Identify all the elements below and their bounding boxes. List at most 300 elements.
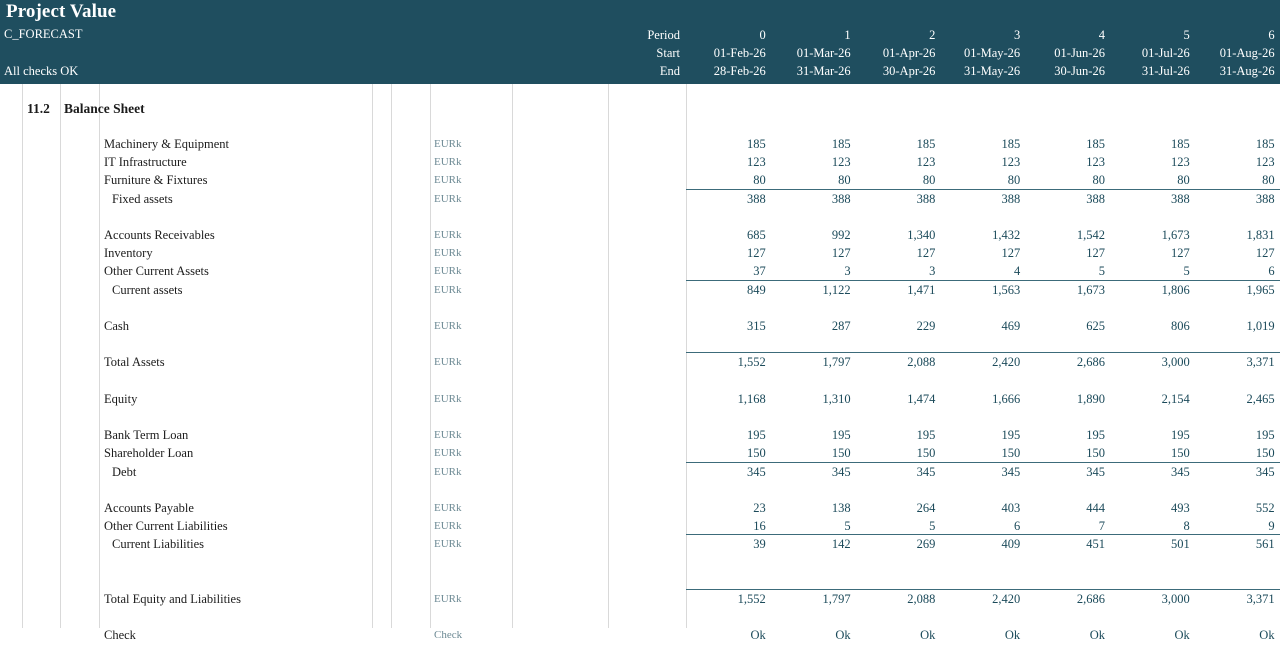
value-cell[interactable]: 123 xyxy=(916,155,936,170)
value-cell[interactable]: 80 xyxy=(940,171,1025,189)
value-cell[interactable]: 127 xyxy=(831,246,851,261)
value-cell[interactable]: 185 xyxy=(1255,137,1275,151)
value-cell[interactable] xyxy=(940,572,1025,590)
table-row xyxy=(0,335,1280,353)
value-cell[interactable]: 493 xyxy=(1171,501,1190,515)
value-cell[interactable] xyxy=(940,608,1025,626)
value-cell[interactable]: 345 xyxy=(1001,464,1021,479)
value-cell[interactable]: 345 xyxy=(1086,464,1105,479)
row-label: Equity xyxy=(104,391,138,406)
value-cell[interactable]: 388 xyxy=(1171,191,1190,206)
value-cell[interactable] xyxy=(1110,608,1195,626)
period-start: 01-May-26 xyxy=(963,46,1021,60)
value-cell[interactable]: 16 xyxy=(686,517,771,535)
period-end: 31-Jul-26 xyxy=(1141,64,1190,78)
value-cell[interactable]: 195 xyxy=(1255,428,1275,443)
period-start: 01-Apr-26 xyxy=(882,46,936,60)
value-cell[interactable]: 1,806 xyxy=(1161,282,1190,297)
value-cell[interactable]: 150 xyxy=(1025,444,1110,462)
row-values xyxy=(686,335,1280,353)
value-cell[interactable]: 5 xyxy=(771,517,856,535)
row-values xyxy=(686,572,1280,590)
value-cell[interactable]: 469 xyxy=(1001,319,1021,333)
value-cell[interactable]: 388 xyxy=(916,191,936,206)
value-cell[interactable] xyxy=(1195,208,1280,226)
row-unit: EURk xyxy=(434,465,462,478)
value-cell[interactable]: 80 xyxy=(1025,171,1110,189)
value-cell[interactable] xyxy=(1025,335,1110,353)
value-cell[interactable]: 287 xyxy=(831,319,851,333)
value-cell[interactable]: 1,340 xyxy=(907,228,936,242)
row-values xyxy=(686,353,1280,371)
row-unit: EURk xyxy=(434,356,462,369)
value-cell[interactable] xyxy=(1195,608,1280,626)
value-cell[interactable]: 1,471 xyxy=(907,282,936,297)
row-values xyxy=(686,426,1280,444)
value-cell[interactable]: 195 xyxy=(831,428,851,443)
value-cell[interactable]: 2,088 xyxy=(907,592,936,606)
value-cell[interactable]: 1,831 xyxy=(1246,228,1275,242)
page-title: Project Value xyxy=(6,1,117,22)
value-cell[interactable] xyxy=(1025,608,1110,626)
value-cell[interactable] xyxy=(771,554,856,572)
period-column-header xyxy=(686,26,771,80)
table-row xyxy=(0,499,1280,517)
period-end: 30-Apr-26 xyxy=(882,64,936,78)
value-cell[interactable]: Ok xyxy=(1089,628,1105,643)
value-cell[interactable] xyxy=(856,208,941,226)
value-cell[interactable]: 552 xyxy=(1255,501,1275,515)
value-cell[interactable] xyxy=(1195,481,1280,499)
value-cell[interactable] xyxy=(856,481,941,499)
value-cell[interactable] xyxy=(771,608,856,626)
row-label: Check xyxy=(104,628,136,643)
period-label: Period xyxy=(647,28,680,42)
value-cell[interactable]: 992 xyxy=(831,228,851,242)
value-cell[interactable] xyxy=(856,572,941,590)
value-cell[interactable]: 185 xyxy=(747,137,766,151)
value-cell[interactable] xyxy=(686,208,771,226)
table-row xyxy=(0,135,1280,153)
value-cell[interactable]: 3,371 xyxy=(1246,355,1275,370)
row-values xyxy=(686,481,1280,499)
table-row xyxy=(0,353,1280,371)
row-values xyxy=(686,317,1280,335)
value-cell[interactable]: 2,465 xyxy=(1246,391,1275,406)
row-unit: EURk xyxy=(434,192,462,205)
row-label: Total Equity and Liabilities xyxy=(104,592,241,607)
row-values xyxy=(686,244,1280,262)
value-cell[interactable]: 1,474 xyxy=(907,391,936,406)
table-row xyxy=(0,463,1280,481)
value-cell[interactable]: 806 xyxy=(1171,319,1190,333)
row-values xyxy=(686,299,1280,317)
value-cell[interactable]: 123 xyxy=(831,155,851,170)
value-cell[interactable]: Ok xyxy=(1259,628,1275,643)
value-cell[interactable] xyxy=(940,554,1025,572)
value-cell[interactable]: 123 xyxy=(747,155,766,170)
row-values xyxy=(686,535,1280,553)
value-cell[interactable]: 388 xyxy=(747,191,766,206)
value-cell[interactable] xyxy=(771,408,856,426)
value-cell[interactable]: 80 xyxy=(1195,171,1280,189)
value-cell[interactable]: 388 xyxy=(1001,191,1021,206)
value-cell[interactable]: 150 xyxy=(771,444,856,462)
period-columns xyxy=(686,26,1280,80)
end-label: End xyxy=(659,64,680,78)
table-row xyxy=(0,554,1280,572)
value-cell[interactable]: 1,673 xyxy=(1076,282,1105,297)
table-row xyxy=(0,190,1280,208)
value-cell[interactable]: 142 xyxy=(831,537,851,552)
table-row xyxy=(0,317,1280,335)
value-cell[interactable] xyxy=(771,299,856,317)
row-values xyxy=(686,463,1280,481)
period-column-header xyxy=(771,26,856,80)
value-cell[interactable] xyxy=(856,299,941,317)
value-cell[interactable]: 6 xyxy=(1195,262,1280,280)
value-cell[interactable] xyxy=(1110,299,1195,317)
row-values xyxy=(686,408,1280,426)
period-period: 5 xyxy=(1183,28,1190,42)
value-cell[interactable]: 2,686 xyxy=(1076,592,1105,606)
value-cell[interactable] xyxy=(1110,335,1195,353)
value-cell[interactable]: 123 xyxy=(1255,155,1275,170)
table-row xyxy=(0,590,1280,608)
value-cell[interactable] xyxy=(686,335,771,353)
row-values xyxy=(686,171,1280,189)
value-cell[interactable] xyxy=(1025,299,1110,317)
value-cell[interactable]: 6 xyxy=(940,517,1025,535)
table-row xyxy=(0,281,1280,299)
value-cell[interactable] xyxy=(940,299,1025,317)
row-values xyxy=(686,554,1280,572)
value-cell[interactable]: 195 xyxy=(1171,428,1190,443)
row-label: Cash xyxy=(104,319,129,334)
value-cell[interactable] xyxy=(940,372,1025,390)
value-cell[interactable] xyxy=(1110,481,1195,499)
table-row xyxy=(0,153,1280,171)
value-cell[interactable] xyxy=(686,608,771,626)
row-label: Accounts Payable xyxy=(104,501,194,516)
value-cell[interactable]: 1,563 xyxy=(992,282,1021,297)
value-cell[interactable]: 3,000 xyxy=(1161,592,1190,606)
value-cell[interactable]: 1,797 xyxy=(822,355,851,370)
value-cell[interactable]: 150 xyxy=(1110,444,1195,462)
row-values xyxy=(686,590,1280,608)
value-cell[interactable] xyxy=(771,572,856,590)
value-cell[interactable]: 2,686 xyxy=(1076,355,1105,370)
value-cell[interactable]: Ok xyxy=(750,628,766,643)
row-label: Accounts Receivables xyxy=(104,228,215,243)
row-label: Fixed assets xyxy=(112,191,173,206)
value-cell[interactable]: 345 xyxy=(1255,464,1275,479)
value-cell[interactable] xyxy=(771,208,856,226)
value-cell[interactable]: 1,168 xyxy=(737,391,766,406)
period-column-header xyxy=(1110,26,1195,80)
value-cell[interactable]: 195 xyxy=(916,428,936,443)
value-cell[interactable]: 150 xyxy=(1195,444,1280,462)
value-cell[interactable]: 2,088 xyxy=(907,355,936,370)
value-cell[interactable]: 195 xyxy=(1086,428,1105,443)
table-row xyxy=(0,408,1280,426)
table-row xyxy=(0,517,1280,535)
value-cell[interactable] xyxy=(1025,481,1110,499)
period-end: 31-Mar-26 xyxy=(796,64,851,78)
value-cell[interactable] xyxy=(1025,554,1110,572)
value-cell[interactable]: 123 xyxy=(1171,155,1190,170)
value-cell[interactable] xyxy=(1110,208,1195,226)
value-cell[interactable]: 9 xyxy=(1195,517,1280,535)
row-values xyxy=(686,444,1280,462)
value-cell[interactable] xyxy=(1025,572,1110,590)
value-cell[interactable]: 195 xyxy=(1001,428,1021,443)
value-cell[interactable]: 229 xyxy=(916,319,936,333)
row-unit: EURk xyxy=(434,265,462,278)
value-cell[interactable]: 1,965 xyxy=(1246,282,1275,297)
row-unit: EURk xyxy=(434,229,462,242)
value-cell[interactable]: 5 xyxy=(856,517,941,535)
value-cell[interactable]: 185 xyxy=(831,137,851,151)
value-cell[interactable] xyxy=(1195,372,1280,390)
value-cell[interactable]: 1,797 xyxy=(822,592,851,606)
period-period: 4 xyxy=(1098,28,1105,42)
value-cell[interactable]: 444 xyxy=(1086,501,1105,515)
row-unit: EURk xyxy=(434,593,462,606)
value-cell[interactable] xyxy=(940,335,1025,353)
value-cell[interactable]: 403 xyxy=(1001,501,1021,515)
value-cell[interactable]: 3,371 xyxy=(1246,592,1275,606)
value-cell[interactable]: 127 xyxy=(1001,246,1021,261)
period-end: 30-Jun-26 xyxy=(1054,64,1105,78)
value-cell[interactable]: 1,019 xyxy=(1246,319,1275,333)
value-cell[interactable] xyxy=(856,372,941,390)
value-cell[interactable]: 269 xyxy=(916,537,936,552)
value-cell[interactable]: 37 xyxy=(686,262,771,280)
period-row-labels xyxy=(560,26,680,80)
period-start: 01-Mar-26 xyxy=(796,46,851,60)
period-end: 31-Aug-26 xyxy=(1219,64,1275,78)
value-cell[interactable]: 1,432 xyxy=(992,228,1021,242)
row-values xyxy=(686,281,1280,299)
row-unit: EURk xyxy=(434,174,462,187)
table-row xyxy=(0,208,1280,226)
value-cell[interactable] xyxy=(686,299,771,317)
value-cell[interactable]: 23 xyxy=(753,501,766,515)
value-cell[interactable]: Ok xyxy=(835,628,851,643)
period-period: 6 xyxy=(1268,28,1275,42)
value-cell[interactable] xyxy=(1110,408,1195,426)
value-cell[interactable] xyxy=(940,208,1025,226)
value-cell[interactable]: 185 xyxy=(1001,137,1021,151)
period-column-header xyxy=(1195,26,1280,80)
value-cell[interactable]: 1,673 xyxy=(1161,228,1190,242)
value-cell[interactable]: 1,552 xyxy=(737,355,766,370)
value-cell[interactable]: 561 xyxy=(1255,537,1275,552)
value-cell[interactable]: 345 xyxy=(831,464,851,479)
period-start: 01-Feb-26 xyxy=(713,46,766,60)
value-cell[interactable]: 2,420 xyxy=(992,592,1021,606)
value-cell[interactable]: 1,542 xyxy=(1076,228,1105,242)
value-cell[interactable]: 451 xyxy=(1086,537,1105,552)
value-cell[interactable] xyxy=(771,481,856,499)
value-cell[interactable]: 849 xyxy=(747,282,766,297)
value-cell[interactable]: Ok xyxy=(1174,628,1190,643)
table-row xyxy=(0,299,1280,317)
value-cell[interactable]: 150 xyxy=(686,444,771,462)
value-cell[interactable] xyxy=(686,481,771,499)
value-cell[interactable]: 80 xyxy=(856,171,941,189)
value-cell[interactable]: 345 xyxy=(916,464,936,479)
value-cell[interactable] xyxy=(1025,408,1110,426)
row-values xyxy=(686,153,1280,171)
value-cell[interactable] xyxy=(856,608,941,626)
table-row xyxy=(0,262,1280,280)
value-cell[interactable]: 3,000 xyxy=(1161,355,1190,370)
period-period: 2 xyxy=(929,28,936,42)
period-column-header xyxy=(1025,26,1110,80)
value-cell[interactable]: 127 xyxy=(1255,246,1275,261)
model-code: C_FORECAST xyxy=(4,27,83,41)
value-cell[interactable]: 345 xyxy=(747,464,766,479)
value-cell[interactable]: 315 xyxy=(747,319,766,333)
row-unit: EURk xyxy=(434,392,462,405)
table-row xyxy=(0,372,1280,390)
value-cell[interactable]: 2,420 xyxy=(992,355,1021,370)
row-unit: EURk xyxy=(434,247,462,260)
value-cell[interactable]: 388 xyxy=(1086,191,1105,206)
value-cell[interactable]: Ok xyxy=(920,628,936,643)
row-unit: EURk xyxy=(434,429,462,442)
value-cell[interactable] xyxy=(856,335,941,353)
value-cell[interactable]: 80 xyxy=(771,171,856,189)
value-cell[interactable] xyxy=(1195,299,1280,317)
row-values xyxy=(686,499,1280,517)
value-cell[interactable] xyxy=(856,554,941,572)
value-cell[interactable]: 625 xyxy=(1086,319,1105,333)
value-cell[interactable]: 264 xyxy=(916,501,936,515)
value-cell[interactable]: 39 xyxy=(753,537,766,552)
value-cell[interactable]: 150 xyxy=(940,444,1025,462)
value-cell[interactable]: 185 xyxy=(916,137,936,151)
table-row xyxy=(0,426,1280,444)
value-cell[interactable] xyxy=(686,572,771,590)
value-cell[interactable]: 80 xyxy=(1110,171,1195,189)
value-cell[interactable] xyxy=(686,372,771,390)
period-end: 31-May-26 xyxy=(963,64,1021,78)
value-cell[interactable] xyxy=(1025,208,1110,226)
value-cell[interactable]: 80 xyxy=(686,171,771,189)
value-cell[interactable]: 123 xyxy=(1086,155,1105,170)
value-cell[interactable] xyxy=(1195,335,1280,353)
value-cell[interactable]: 409 xyxy=(1001,537,1021,552)
value-cell[interactable] xyxy=(686,554,771,572)
period-start: 01-Aug-26 xyxy=(1219,46,1275,60)
row-values xyxy=(686,390,1280,408)
value-cell[interactable] xyxy=(771,372,856,390)
value-cell[interactable]: 388 xyxy=(831,191,851,206)
value-cell[interactable] xyxy=(1110,572,1195,590)
value-cell[interactable]: 8 xyxy=(1110,517,1195,535)
value-cell[interactable]: 2,154 xyxy=(1161,391,1190,406)
section-number: 11.2 xyxy=(27,101,50,117)
value-cell[interactable] xyxy=(940,408,1025,426)
value-cell[interactable]: 195 xyxy=(747,428,766,443)
value-cell[interactable] xyxy=(771,335,856,353)
period-period: 3 xyxy=(1013,28,1021,42)
value-cell[interactable] xyxy=(940,481,1025,499)
period-end: 28-Feb-26 xyxy=(713,64,766,78)
value-cell[interactable]: 7 xyxy=(1025,517,1110,535)
row-unit: EURk xyxy=(434,283,462,296)
row-values xyxy=(686,372,1280,390)
value-cell[interactable] xyxy=(1195,572,1280,590)
value-cell[interactable]: 1,890 xyxy=(1076,391,1105,406)
value-cell[interactable]: 3 xyxy=(771,262,856,280)
row-values xyxy=(686,262,1280,280)
table-row xyxy=(0,535,1280,553)
value-cell[interactable]: 123 xyxy=(1001,155,1021,170)
section-heading-row xyxy=(0,100,1280,118)
start-label: Start xyxy=(656,46,680,60)
value-cell[interactable]: 127 xyxy=(916,246,936,261)
row-label: Current assets xyxy=(112,282,183,297)
value-cell[interactable] xyxy=(686,408,771,426)
value-cell[interactable]: 1,552 xyxy=(737,592,766,606)
section-title: Balance Sheet xyxy=(64,101,145,117)
value-cell[interactable]: 127 xyxy=(1086,246,1105,261)
value-cell[interactable]: 185 xyxy=(1086,137,1105,151)
value-cell[interactable]: 127 xyxy=(747,246,766,261)
value-cell[interactable]: 185 xyxy=(1171,137,1190,151)
value-cell[interactable]: 127 xyxy=(1171,246,1190,261)
row-label: IT Infrastructure xyxy=(104,155,187,170)
value-cell[interactable]: 150 xyxy=(856,444,941,462)
value-cell[interactable]: 4 xyxy=(940,262,1025,280)
value-cell[interactable] xyxy=(1110,372,1195,390)
value-cell[interactable]: 501 xyxy=(1171,537,1190,552)
row-unit: EURk xyxy=(434,138,462,151)
value-cell[interactable]: Ok xyxy=(1004,628,1021,643)
value-cell[interactable]: 388 xyxy=(1255,191,1275,206)
value-cell[interactable]: 1,310 xyxy=(822,391,851,406)
checks-status: All checks OK xyxy=(4,64,79,78)
value-cell[interactable] xyxy=(1195,408,1280,426)
row-values xyxy=(686,608,1280,626)
value-cell[interactable]: 5 xyxy=(1025,262,1110,280)
period-start: 01-Jul-26 xyxy=(1141,46,1190,60)
row-values xyxy=(686,190,1280,208)
value-cell[interactable] xyxy=(1025,372,1110,390)
value-cell[interactable]: 685 xyxy=(747,228,766,242)
row-values xyxy=(686,135,1280,153)
value-cell[interactable]: 3 xyxy=(856,262,941,280)
value-cell[interactable] xyxy=(1110,554,1195,572)
row-values xyxy=(686,517,1280,535)
value-cell[interactable]: 345 xyxy=(1171,464,1190,479)
value-cell[interactable]: 5 xyxy=(1110,262,1195,280)
value-cell[interactable] xyxy=(1195,554,1280,572)
row-unit: EURk xyxy=(434,156,462,169)
value-cell[interactable]: 1,122 xyxy=(822,282,851,297)
value-cell[interactable] xyxy=(856,408,941,426)
value-cell[interactable]: 1,666 xyxy=(992,391,1021,406)
row-label: Furniture & Fixtures xyxy=(104,173,208,188)
value-cell[interactable]: 138 xyxy=(831,501,851,515)
row-values xyxy=(686,208,1280,226)
table-row xyxy=(0,608,1280,626)
row-label: Shareholder Loan xyxy=(104,446,194,461)
